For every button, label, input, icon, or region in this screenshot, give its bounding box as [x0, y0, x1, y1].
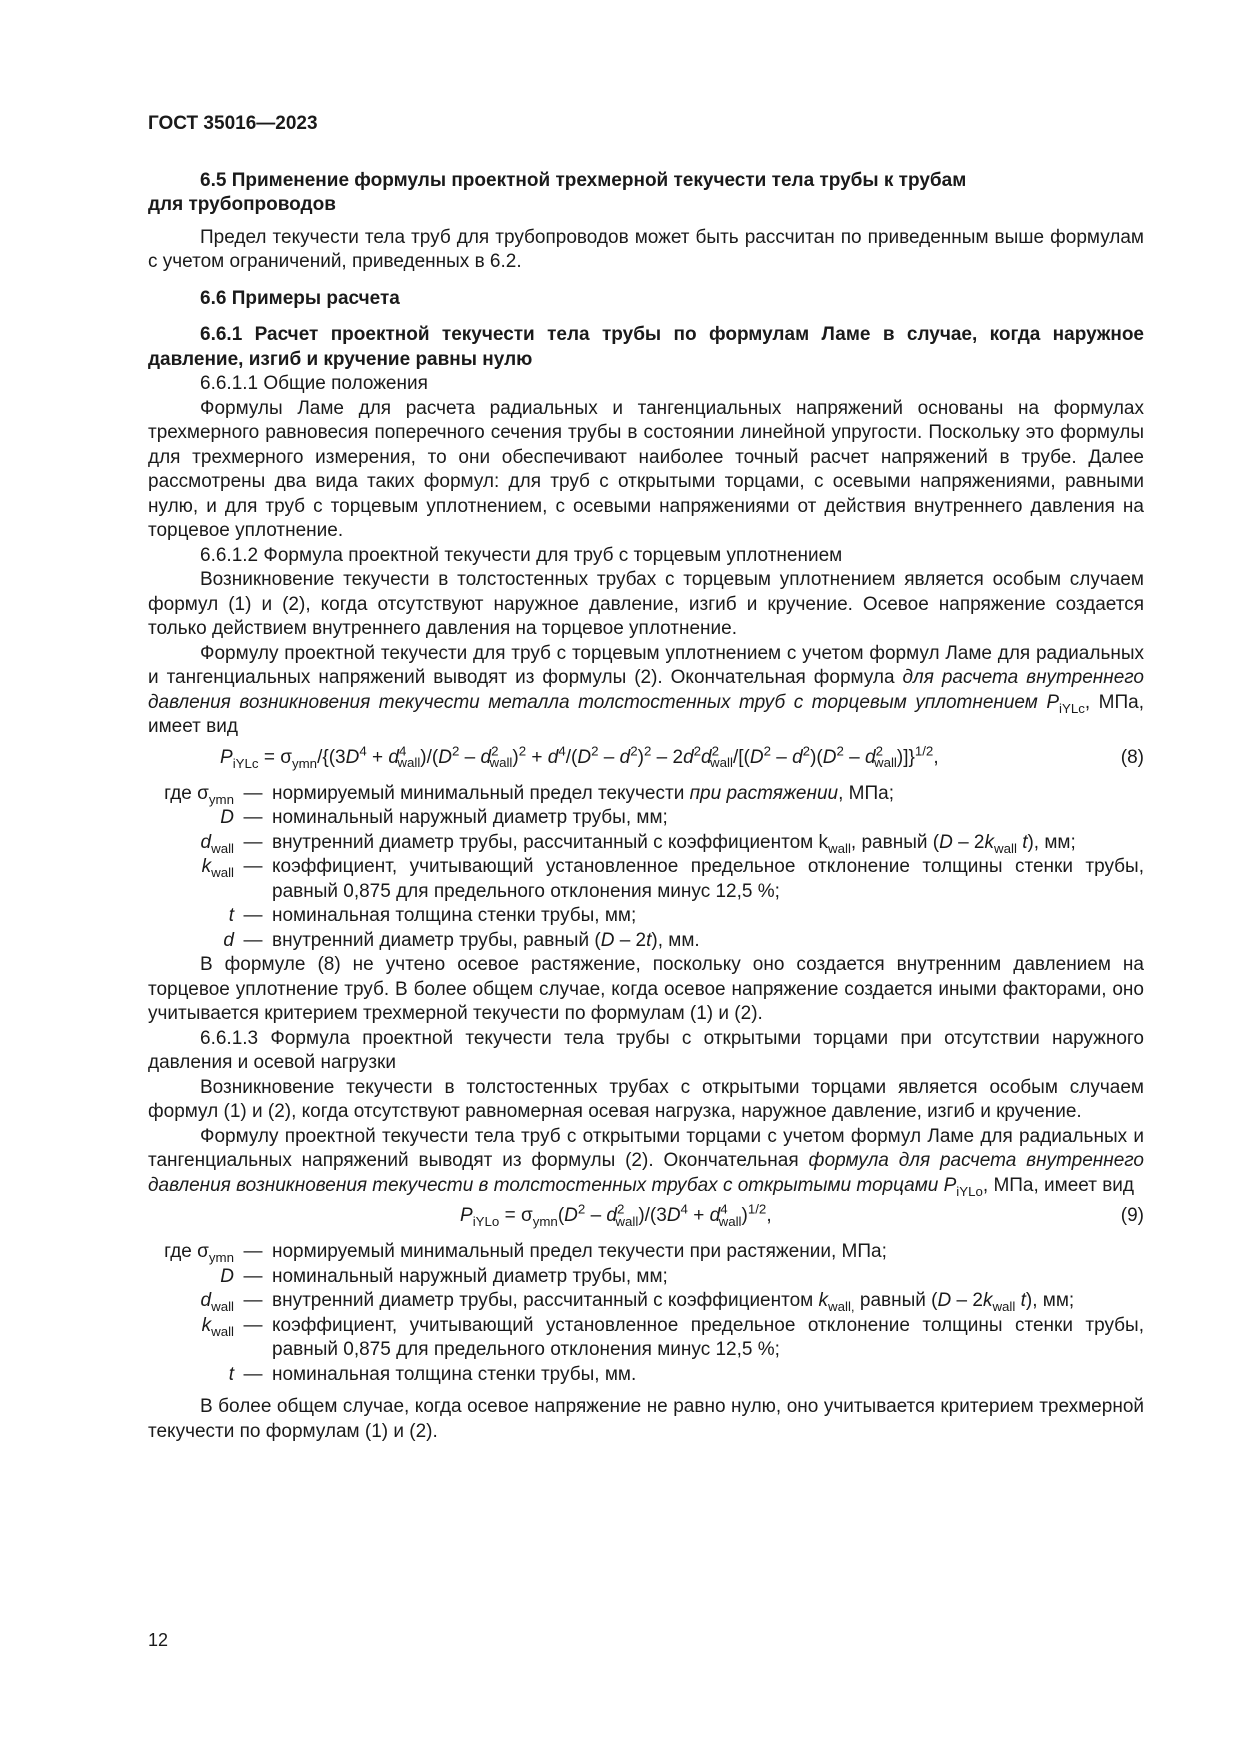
page-number: 12 [148, 1630, 169, 1650]
section-6-6-1-2-body-2: Формулу проектной текучести для труб с торцевым уплотнением с учетом формул Ламе для радиальных и тангенциальных напряжений выводят из формулы (2). Окончательная формула для расчета внутреннего давления возникновения текучести металла толстостенных труб с торцевым уплотнением $P_{iYLc}$, МПа, имеет вид [148, 642, 1144, 737]
legend-row: где $\sigma_{ymn}$ — нормируемый минимальный предел текучести при растяжении, МПа; [164, 1241, 887, 1265]
section-6-5-body: Предел текучести тела труб для трубопроводов может быть рассчитан по приведенным выше формулам с учетом ограничений, приведенных в 6.2. [148, 226, 1144, 272]
formula-9-number: (9) [1120, 1205, 1144, 1226]
section-6-6-1-2-body-1: Возникновение текучести в толстостенных трубах с торцевым уплотнением является особым случаем формул (1) и (2), когда отсутствуют наружное давление, изгиб и кручение. Осевое напряжение создается только действием внутреннего давления на торцевое уплотнение. [148, 569, 1144, 639]
formula-8: $P_{iYLc} = \sigma_{ymn}/\{(3D^4 + d^4_{wall})/(D^2 - d^2_{wall})^2 + d^4/(D^2 - d^2)^2 - 2d^2d^2_{wall}/[(D^2 - d^2)(D^2 - d^2_{wall})]\}^{1/2}$, (8) [148, 740, 1144, 776]
formula-8-number: (8) [1120, 746, 1144, 768]
section-6-6-1-3-body-1: Возникновение текучести в толстостенных трубах с открытыми торцами является особым случаем формул (1) и (2), когда отсутствуют равномерная осевая нагрузка, наружное давление, изгиб и кручение. [148, 1076, 1144, 1122]
section-6-6-1-2-title: 6.6.1.2 Формула проектной текучести для труб с торцевым уплотнением [200, 544, 843, 566]
section-6-6-1-1-title: 6.6.1.1 Общие положения [200, 373, 428, 394]
section-6-6-1-3-body-2: Формулу проектной текучести тела труб с открытыми торцами с учетом формул Ламе для радиальных и тангенциальных напряжений выводят из формулы (2). Окончательная формула для расчета внутреннего давления возникновения текучести в толстостенных трубах с открытыми торцами $P_{iYLo}$, МПа, имеет вид [148, 1125, 1144, 1199]
legend-row: d — внутренний диаметр трубы, равный (D – 2t), мм. [223, 929, 700, 951]
formula-8-legend [148, 782, 1144, 954]
section-6-5-title: 6.5 Применение формулы проектной трехмерной текучести тела трубы к трубам для трубопроводов [148, 169, 967, 215]
legend-row: t — номинальная толщина стенки трубы, мм. [228, 1363, 637, 1385]
legend-row: t — номинальная толщина стенки трубы, мм; [228, 905, 637, 926]
formula-9-legend [148, 1240, 1144, 1387]
document-header: ГОСТ 35016—2023 [148, 113, 318, 134]
legend-row: $k_{wall}$ — коэффициент, учитывающий установленное предельное отклонение толщины стенки трубы, равный 0,875 для предельного отклонения минус 12,5 %; [201, 1314, 1144, 1360]
section-6-6-1-3-title: 6.6.1.3 Формула проектной текучести тела трубы с открытыми торцами при отсутствии наружного давления и осевой нагрузки [148, 1027, 1144, 1073]
section-6-6-1-title: 6.6.1 Расчет проектной текучести тела трубы по формулам Ламе в случае, когда наружное давление, изгиб и кручение равны нулю [148, 324, 1144, 370]
section-6-6-1-1-body: Формулы Ламе для расчета радиальных и тангенциальных напряжений основаны на формулах трехмерного равновесия поперечного сечения трубы в состоянии линейной упругости. Поскольку это формулы для трехмерного измерения, то они обеспечивают наиболее точный расчет напряжений в трубе. Далее рассмотрены два вида таких формул: для труб с открытыми торцами, с осевыми напряжениями, равными нулю, и для труб с торцевым уплотнением, с осевыми напряжениями от действия внутреннего давления на торцевое уплотнение. [148, 397, 1144, 541]
legend-row: $k_{wall}$ — коэффициент, учитывающий установленное предельное отклонение толщины стенки трубы, равный 0,875 для предельного отклонения минус 12,5 %; [201, 856, 1144, 902]
formula-9: $P_{iYLo} = \sigma_{ymn}(D^2 - d^2_{wall})/(3D^4 + d^4_{wall})^{1/2}$, (9) [148, 1198, 1144, 1234]
document-page [148, 112, 1144, 1444]
legend-row: $d_{wall}$ — внутренний диаметр трубы, рассчитанный с коэффициентом $k_{wall,}$ равный ($D - 2k_{wall}$ t), мм; [200, 1290, 1075, 1314]
legend-row: D — номинальный наружный диаметр трубы, мм; [220, 1265, 668, 1287]
section-6-6-1-3-body-3: В более общем случае, когда осевое напряжение не равно нулю, оно учитывается критерием трехмерной текучести по формулам (1) и (2). [148, 1396, 1144, 1442]
section-6-6-1-2-body-3: В формуле (8) не учтено осевое растяжение, поскольку оно создается внутренним давлением на торцевое уплотнение труб. В более общем случае, когда осевое напряжение создается иными факторами, оно учитывается критерием трехмерной текучести по формулам (1) и (2). [148, 954, 1144, 1024]
legend-row: D — номинальный наружный диаметр трубы, мм; [220, 807, 668, 828]
section-6-6-title: 6.6 Примеры расчета [200, 287, 400, 309]
legend-row: где $\sigma_{ymn}$ — нормируемый минимальный предел текучести при растяжении, МПа; [164, 782, 894, 807]
legend-row: $d_{wall}$ — внутренний диаметр трубы, рассчитанный с коэффициентом $k_{wall}$, равный ($D - 2k_{wall}$ t), мм; [200, 831, 1076, 856]
